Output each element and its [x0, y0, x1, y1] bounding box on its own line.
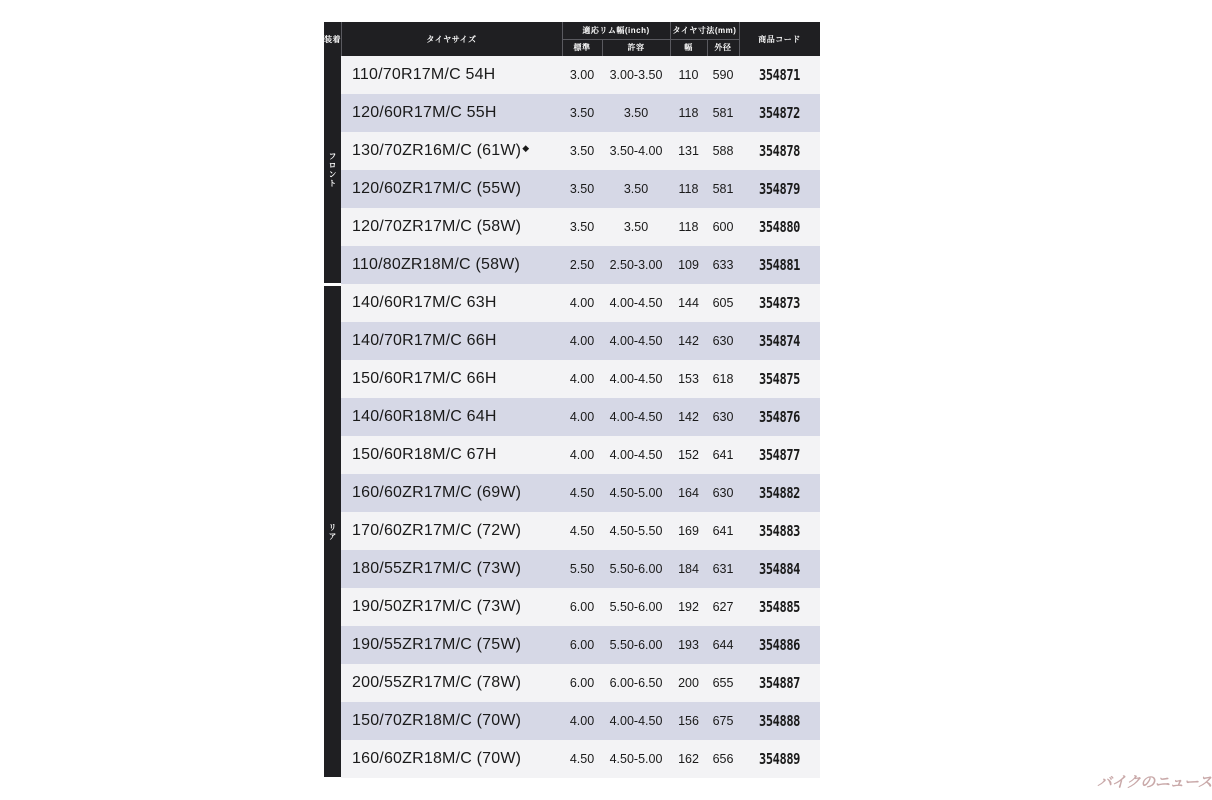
product-code-cell-text: 354878 [759, 142, 800, 160]
tire-size-cell-text: 140/70R17M/C 66H [352, 332, 497, 349]
rim-standard-cell [562, 562, 602, 576]
rim-standard-cell-text: 4.00 [569, 334, 595, 348]
tire-size-cell-text: 120/60ZR17M/C (55W) [352, 180, 522, 197]
tire-size-cell-text: 140/60R17M/C 63H [352, 294, 497, 311]
tire-size-cell-text: 150/60R17M/C 66H [352, 370, 497, 387]
product-code-cell-text: 354873 [759, 294, 800, 312]
tire-size-cell-text: 200/55ZR17M/C (78W) [352, 674, 522, 691]
rim-standard-cell-text: 6.00 [569, 600, 595, 614]
tire-width-cell-text: 184 [678, 562, 699, 576]
tire-width-cell [670, 562, 707, 576]
tire-size-cell-text: 190/55ZR17M/C (75W) [352, 636, 522, 653]
product-code-cell-text: 354888 [759, 712, 800, 730]
rim-standard-cell [562, 334, 602, 348]
table-row [341, 208, 820, 246]
product-code-cell-text: 354871 [759, 66, 800, 84]
rim-standard-cell [562, 372, 602, 386]
tire-width-cell [670, 524, 707, 538]
rim-standard-cell [562, 714, 602, 728]
header-mount: 装着 [324, 34, 341, 44]
tire-width-cell [670, 372, 707, 386]
product-code-cell [747, 560, 812, 578]
rim-standard-cell-text: 6.00 [569, 676, 595, 690]
rim-standard-cell [562, 106, 602, 120]
rim-standard-cell-text: 4.50 [569, 752, 595, 766]
product-code-cell [747, 332, 812, 350]
tire-outer-diameter-cell [707, 638, 739, 652]
tire-outer-diameter-cell-text: 641 [712, 448, 734, 462]
product-code-cell [747, 66, 812, 84]
tire-outer-diameter-cell [707, 182, 739, 196]
table-row [341, 284, 820, 322]
product-code-cell-text: 354875 [759, 370, 800, 388]
header-rim-standard: 標準 [573, 43, 591, 52]
tire-size-cell-text: 110/80ZR18M/C (58W) [352, 256, 521, 273]
rim-standard-cell [562, 68, 602, 82]
diamond-mark-icon: ◆ [522, 143, 530, 153]
rim-standard-cell [562, 486, 602, 500]
tire-outer-diameter-cell-text: 581 [712, 182, 734, 196]
rim-allowed-cell-text: 2.50-3.00 [609, 258, 663, 272]
product-code-cell [747, 294, 812, 312]
tire-width-cell [670, 676, 707, 690]
rim-standard-cell-text: 4.00 [569, 448, 595, 462]
table-row [341, 94, 820, 132]
product-code-cell [747, 370, 812, 388]
tire-width-cell [670, 486, 707, 500]
tire-size-cell [341, 256, 562, 274]
rim-allowed-cell-text: 4.00-4.50 [609, 448, 663, 462]
rim-allowed-cell-text: 4.50-5.00 [609, 486, 663, 500]
product-code-cell [747, 180, 812, 198]
tire-outer-diameter-cell [707, 296, 739, 310]
table-row [341, 512, 820, 550]
product-code-cell [747, 484, 812, 502]
tire-outer-diameter-cell [707, 524, 739, 538]
tire-size-cell-text: 160/60ZR18M/C (70W) [352, 750, 522, 767]
tire-width-cell [670, 68, 707, 82]
tire-width-cell-text: 192 [678, 600, 699, 614]
tire-size-cell-text: 130/70ZR16M/C (61W) [352, 142, 522, 159]
product-code-cell [747, 142, 812, 160]
rim-allowed-cell [602, 296, 670, 310]
tire-width-cell [670, 106, 707, 120]
rim-allowed-cell [602, 372, 670, 386]
tire-outer-diameter-cell [707, 486, 739, 500]
tire-size-cell [341, 180, 562, 198]
tire-size-cell [341, 104, 562, 122]
header-rim-allowed: 許容 [627, 43, 645, 52]
tire-width-cell-text: 164 [678, 486, 699, 500]
rim-allowed-cell [602, 752, 670, 766]
rim-standard-cell [562, 144, 602, 158]
rim-standard-cell-text: 6.00 [569, 638, 595, 652]
rim-standard-cell-text: 2.50 [569, 258, 595, 272]
tire-width-cell [670, 144, 707, 158]
product-code-cell-text: 354877 [759, 446, 800, 464]
tire-width-cell [670, 410, 707, 424]
tire-outer-diameter-cell [707, 714, 739, 728]
product-code-cell-text: 354886 [759, 636, 800, 654]
rim-standard-cell-text: 5.50 [569, 562, 595, 576]
tire-size-cell [341, 712, 562, 730]
rim-allowed-cell-text: 3.50 [623, 220, 649, 234]
tire-size-cell-text: 160/60ZR17M/C (69W) [352, 484, 522, 501]
header-divider [707, 39, 708, 56]
tire-outer-diameter-cell [707, 676, 739, 690]
table-row [341, 360, 820, 398]
tire-outer-diameter-cell-text: 590 [712, 68, 734, 82]
tire-width-cell-text: 131 [678, 144, 699, 158]
tire-size-cell [341, 446, 562, 464]
tire-outer-diameter-cell-text: 630 [712, 410, 734, 424]
product-code-cell-text: 354885 [759, 598, 800, 616]
rim-allowed-cell [602, 258, 670, 272]
tire-outer-diameter-cell [707, 258, 739, 272]
tire-width-cell [670, 334, 707, 348]
tire-size-cell [341, 674, 562, 692]
tire-width-cell [670, 220, 707, 234]
tire-outer-diameter-cell [707, 600, 739, 614]
tire-outer-diameter-cell [707, 372, 739, 386]
tire-width-cell-text: 142 [678, 334, 699, 348]
header-divider [562, 39, 739, 40]
table-row [341, 132, 820, 170]
table-row [341, 170, 820, 208]
tire-size-cell [341, 370, 562, 388]
rim-standard-cell-text: 4.00 [569, 296, 595, 310]
product-code-cell [747, 636, 812, 654]
product-code-cell-text: 354874 [759, 332, 800, 350]
rim-standard-cell [562, 524, 602, 538]
rim-allowed-cell-text: 4.00-4.50 [609, 334, 663, 348]
watermark-text: バイクのニュース [1097, 773, 1212, 791]
rim-allowed-cell-text: 4.00-4.50 [609, 296, 663, 310]
tire-width-cell-text: 193 [678, 638, 699, 652]
rim-allowed-cell [602, 676, 670, 690]
rim-allowed-cell-text: 4.50-5.00 [609, 752, 663, 766]
tire-outer-diameter-cell-text: 605 [712, 296, 734, 310]
rim-allowed-cell-text: 3.50 [623, 106, 649, 120]
tire-outer-diameter-cell-text: 600 [712, 220, 734, 234]
rim-allowed-cell [602, 524, 670, 538]
tire-width-cell-text: 142 [678, 410, 699, 424]
tire-width-cell-text: 169 [678, 524, 699, 538]
product-code-cell-text: 354884 [759, 560, 800, 578]
tire-size-cell [341, 218, 562, 236]
table-row [341, 740, 820, 778]
group-label-rear: リア [328, 522, 337, 541]
tire-size-cell [341, 750, 562, 768]
rim-allowed-cell [602, 410, 670, 424]
rim-allowed-cell [602, 600, 670, 614]
tire-width-cell-text: 118 [678, 182, 699, 196]
product-code-cell [747, 598, 812, 616]
product-code-cell-text: 354881 [759, 256, 800, 274]
rim-standard-cell-text: 3.50 [569, 106, 595, 120]
rim-allowed-cell [602, 182, 670, 196]
rim-allowed-cell [602, 638, 670, 652]
product-code-cell-text: 354889 [759, 750, 800, 768]
rim-allowed-cell [602, 220, 670, 234]
rim-allowed-cell-text: 4.00-4.50 [609, 714, 663, 728]
table-header [324, 22, 820, 56]
table-row [341, 436, 820, 474]
rim-allowed-cell-text: 3.50 [623, 182, 649, 196]
header-product-code: 商品コード [758, 34, 801, 44]
header-rim-width: 適応リム幅(inch) [582, 26, 650, 35]
tire-width-cell [670, 600, 707, 614]
mount-group-column [324, 56, 341, 777]
header-divider [739, 22, 740, 56]
tire-size-cell [341, 484, 562, 502]
table-row [341, 56, 820, 94]
tire-size-table [324, 22, 820, 777]
tire-width-cell [670, 182, 707, 196]
tire-size-cell-text: 120/60R17M/C 55H [352, 104, 497, 121]
rim-standard-cell-text: 4.50 [569, 524, 595, 538]
tire-size-cell [341, 142, 562, 160]
tire-width-cell [670, 714, 707, 728]
product-code-cell-text: 354887 [759, 674, 800, 692]
tire-width-cell-text: 110 [678, 68, 699, 82]
rim-standard-cell [562, 410, 602, 424]
rim-standard-cell [562, 258, 602, 272]
product-code-cell [747, 256, 812, 274]
rim-allowed-cell-text: 4.50-5.50 [609, 524, 663, 538]
product-code-cell-text: 354876 [759, 408, 800, 426]
product-code-cell [747, 218, 812, 236]
rim-standard-cell [562, 752, 602, 766]
tire-size-cell [341, 636, 562, 654]
table-body [341, 56, 820, 778]
rim-standard-cell [562, 296, 602, 310]
tire-outer-diameter-cell [707, 220, 739, 234]
product-code-cell [747, 522, 812, 540]
rim-allowed-cell [602, 334, 670, 348]
tire-size-cell-text: 120/70ZR17M/C (58W) [352, 218, 522, 235]
rim-allowed-cell-text: 5.50-6.00 [609, 638, 663, 652]
rim-standard-cell-text: 3.50 [569, 182, 595, 196]
tire-size-cell [341, 408, 562, 426]
tire-outer-diameter-cell [707, 68, 739, 82]
table-row [341, 246, 820, 284]
tire-width-cell-text: 153 [678, 372, 699, 386]
table-row [341, 398, 820, 436]
tire-width-cell [670, 258, 707, 272]
tire-outer-diameter-cell-text: 627 [712, 600, 734, 614]
rim-standard-cell-text: 4.50 [569, 486, 595, 500]
tire-outer-diameter-cell-text: 656 [712, 752, 734, 766]
header-divider [341, 22, 342, 56]
tire-outer-diameter-cell-text: 630 [712, 486, 734, 500]
product-code-cell-text: 354882 [759, 484, 800, 502]
tire-outer-diameter-cell [707, 562, 739, 576]
tire-size-cell-text: 140/60R18M/C 64H [352, 408, 497, 425]
rim-allowed-cell-text: 3.50-4.00 [609, 144, 663, 158]
product-code-cell-text: 354880 [759, 218, 800, 236]
tire-outer-diameter-cell-text: 618 [712, 372, 734, 386]
tire-width-cell-text: 118 [678, 106, 699, 120]
tire-size-cell [341, 598, 562, 616]
table-row [341, 626, 820, 664]
tire-width-cell-text: 152 [678, 448, 699, 462]
rim-standard-cell-text: 3.50 [569, 220, 595, 234]
tire-outer-diameter-cell [707, 144, 739, 158]
table-row [341, 474, 820, 512]
rim-standard-cell-text: 4.00 [569, 410, 595, 424]
rim-allowed-cell [602, 486, 670, 500]
tire-outer-diameter-cell-text: 581 [712, 106, 734, 120]
tire-width-cell [670, 752, 707, 766]
rim-allowed-cell [602, 714, 670, 728]
tire-width-cell-text: 118 [678, 220, 699, 234]
tire-outer-diameter-cell-text: 630 [712, 334, 734, 348]
tire-size-cell [341, 294, 562, 312]
rim-standard-cell-text: 4.00 [569, 714, 595, 728]
product-code-cell [747, 674, 812, 692]
tire-size-cell-text: 150/60R18M/C 67H [352, 446, 497, 463]
table-row [341, 550, 820, 588]
tire-width-cell-text: 162 [678, 752, 699, 766]
rim-standard-cell [562, 600, 602, 614]
tire-size-cell [341, 66, 562, 84]
rim-allowed-cell-text: 4.00-4.50 [609, 410, 663, 424]
product-code-cell [747, 446, 812, 464]
rim-standard-cell-text: 4.00 [569, 372, 595, 386]
tire-size-cell-text: 190/50ZR17M/C (73W) [352, 598, 522, 615]
header-tire-dims: タイヤ寸法(mm) [672, 26, 737, 35]
tire-width-cell-text: 109 [678, 258, 699, 272]
rim-allowed-cell [602, 448, 670, 462]
tire-size-cell [341, 332, 562, 350]
rim-standard-cell [562, 220, 602, 234]
rim-allowed-cell-text: 6.00-6.50 [609, 676, 663, 690]
rim-standard-cell [562, 448, 602, 462]
rim-allowed-cell [602, 562, 670, 576]
tire-outer-diameter-cell [707, 752, 739, 766]
product-code-cell [747, 104, 812, 122]
rim-allowed-cell [602, 68, 670, 82]
header-tire-size: タイヤサイズ [426, 34, 477, 44]
header-divider [602, 39, 603, 56]
tire-outer-diameter-cell [707, 334, 739, 348]
rim-allowed-cell-text: 3.00-3.50 [609, 68, 663, 82]
rim-allowed-cell [602, 106, 670, 120]
product-code-cell-text: 354872 [759, 104, 800, 122]
tire-outer-diameter-cell [707, 410, 739, 424]
product-code-cell-text: 354883 [759, 522, 800, 540]
table-row [341, 588, 820, 626]
tire-outer-diameter-cell [707, 448, 739, 462]
tire-outer-diameter-cell-text: 631 [712, 562, 734, 576]
tire-size-cell-text: 110/70R17M/C 54H [352, 66, 496, 83]
tire-size-cell-text: 150/70ZR18M/C (70W) [352, 712, 522, 729]
watermark [1095, 768, 1212, 794]
tire-outer-diameter-cell-text: 675 [712, 714, 734, 728]
rim-allowed-cell-text: 4.00-4.50 [609, 372, 663, 386]
rim-standard-cell-text: 3.50 [569, 144, 595, 158]
product-code-cell [747, 750, 812, 768]
table-row [341, 702, 820, 740]
tire-width-cell-text: 200 [678, 676, 699, 690]
tire-outer-diameter-cell [707, 106, 739, 120]
tire-width-cell [670, 296, 707, 310]
tire-size-cell-text: 170/60ZR17M/C (72W) [352, 522, 522, 539]
tire-outer-diameter-cell-text: 588 [712, 144, 734, 158]
table-row [341, 664, 820, 702]
tire-width-cell-text: 156 [678, 714, 699, 728]
tire-outer-diameter-cell-text: 633 [712, 258, 734, 272]
rim-allowed-cell-text: 5.50-6.00 [609, 562, 663, 576]
header-dim-outer: 外径 [714, 43, 732, 52]
product-code-cell [747, 408, 812, 426]
rim-standard-cell [562, 638, 602, 652]
product-code-cell [747, 712, 812, 730]
rim-standard-cell-text: 3.00 [569, 68, 595, 82]
table-row [341, 322, 820, 360]
tire-outer-diameter-cell-text: 644 [712, 638, 734, 652]
tire-outer-diameter-cell-text: 655 [712, 676, 734, 690]
rim-standard-cell [562, 676, 602, 690]
rim-allowed-cell-text: 5.50-6.00 [609, 600, 663, 614]
rim-allowed-cell [602, 144, 670, 158]
product-code-cell-text: 354879 [759, 180, 800, 198]
group-label-front: フロント [328, 152, 337, 188]
tire-size-cell [341, 522, 562, 540]
tire-width-cell-text: 144 [678, 296, 699, 310]
tire-size-cell [341, 560, 562, 578]
tire-outer-diameter-cell-text: 641 [712, 524, 734, 538]
header-dim-width: 幅 [684, 43, 693, 52]
tire-width-cell [670, 448, 707, 462]
rim-standard-cell [562, 182, 602, 196]
tire-width-cell [670, 638, 707, 652]
tire-size-cell-text: 180/55ZR17M/C (73W) [352, 560, 522, 577]
